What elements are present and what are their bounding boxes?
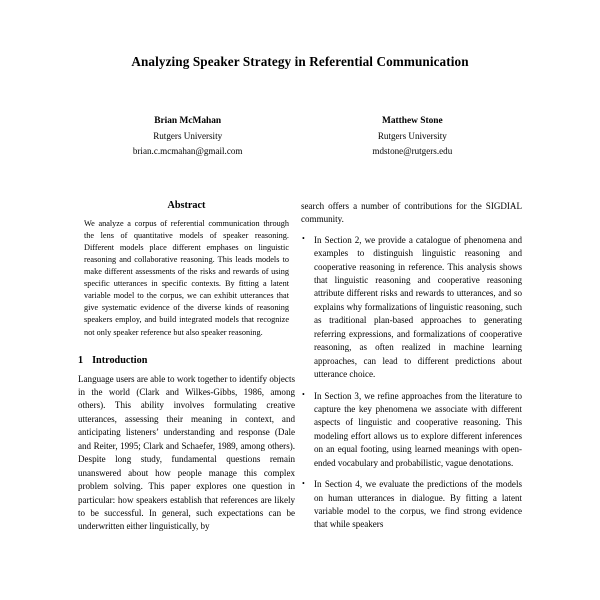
author-affiliation: Rutgers University [153, 131, 223, 142]
continued-paragraph: search offers a number of contributions for the SIGDIAL community. [301, 200, 522, 225]
section-number: 1 [78, 354, 84, 366]
list-item: • In Section 4, we evaluate the predictions of the models on human utterances in dialogue. By fitting a latent variable model to the corpus, we find strong evidence that while speakers [301, 478, 522, 532]
column-right [301, 200, 522, 540]
list-item: • In Section 2, we provide a catalogue of phenomena and examples to distinguish linguistic reasoning and cooperative reasoning in reference. This analysis shows that linguistic reasoning and cooperative reasoning attribute different risks and rewards to utterances, and so explains why formalizations of linguistic reasoning, such as traditional plan-based approaches to generating referring expressions, and formalizations of cooperative reasoning, as often realized in machine learning approaches, can lead to different predictions about utterance choice. [301, 234, 522, 382]
list-item: • In Section 3, we refine approaches from the literature to capture the key phenomena we associate with different aspects of linguistic and cooperative reasoning. This modeling effort allows us to explore different inferences on an equal footing, using learned meanings with open-ended vocabulary and probabilistic, vague denotations. [301, 390, 522, 471]
section-title: Introduction [92, 354, 148, 366]
author-block [78, 114, 522, 159]
author-entry [92, 114, 283, 159]
author-entry [317, 114, 508, 159]
two-column-body [78, 200, 522, 540]
author-name: Brian McMahan [154, 116, 222, 127]
column-left [78, 200, 295, 540]
page-title: Analyzing Speaker Strategy in Referential Communication [131, 54, 469, 69]
author-name: Matthew Stone [381, 116, 443, 127]
author-email: brian.c.mcmahan@gmail.com [132, 146, 243, 157]
abstract-heading: Abstract [167, 199, 206, 211]
author-email: mdstone@rutgers.edu [372, 146, 453, 157]
author-affiliation: Rutgers University [377, 131, 447, 142]
contributions-list [301, 234, 522, 532]
abstract-text: We analyze a corpus of referential communication through the lens of quantitative models of speaker reasoning. Different models place different emphases on linguistic reasoning and collaborative reasoning. This leads models to make different assessments of the risks and rewards of using specific utterances in specific contexts. By fitting a latent variable model to the corpus, we can exhibit utterances that give systematic evidence of the diverse kinds of reasoning speakers employ, and build integrated models that recognize not only speaker reference but also speaker reasoning. [84, 218, 289, 337]
section-heading-introduction [78, 355, 295, 366]
introduction-paragraph: Language users are able to work together to identify objects in the world (Clark and Wilkes-Gibbs, 1986, among others). This ability involves formulating creative utterances, assessing their meaning in context, and anticipating listeners’ understanding and response (Dale and Reiter, 1995; Clark and Schaefer, 1989, among others). Despite long study, fundamental questions remain unanswered about how people manage this complex problem solving. This paper explores one question in particular: how speakers establish that references are likely to be successful. In general, such expectations can be underwritten either linguistically, by [78, 373, 295, 532]
